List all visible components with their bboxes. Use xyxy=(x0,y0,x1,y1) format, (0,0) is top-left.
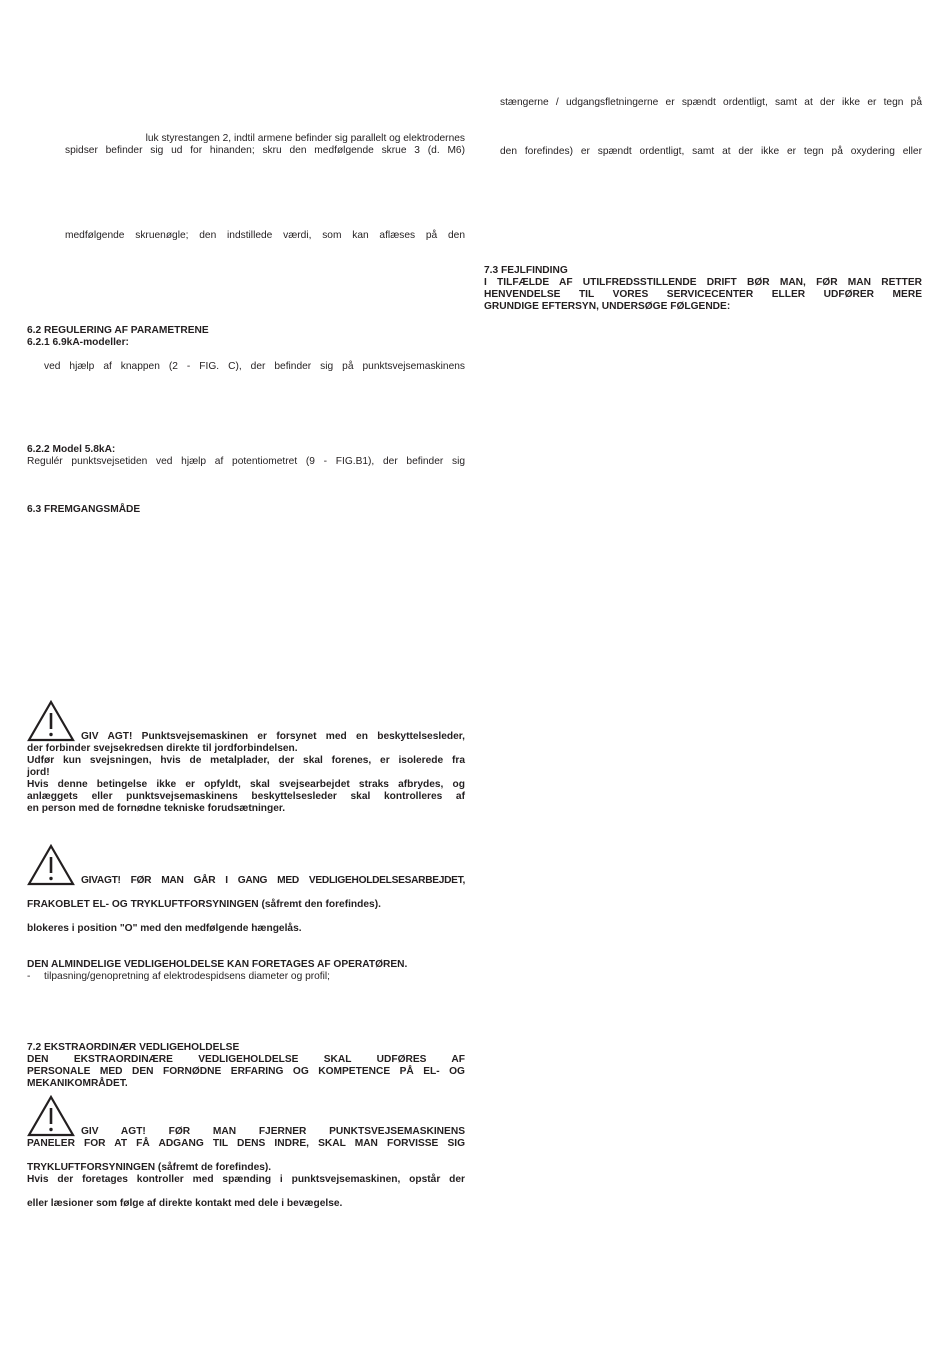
section-6-2-2-line1: Regulér punktsvejsetiden ved hjælp af potentiometret (9 - FIG.B1), der befinder sig xyxy=(27,456,465,467)
section-7-3-heading: 7.3 FEJLFINDING xyxy=(484,265,568,276)
warning-1-line1: GIV AGT! Punktsvejsemaskinen er forsynet med en beskyttelsesleder, xyxy=(81,731,465,742)
warning-1-line6: anlæggets eller punktsvejsemaskinens beskyttelsesleder skal kontrolleres af xyxy=(27,791,465,802)
section-6-2-1-heading: 6.2.1 6.9kA-modeller: xyxy=(27,337,129,348)
paragraph-1-line1: luk styrestangen 2, indtil armene befinder sig parallelt og elektrodernes xyxy=(145,133,465,144)
section-7-2-line1: DEN EKSTRAORDINÆRE VEDLIGEHOLDELSE SKAL UDFØRES AF xyxy=(27,1054,465,1065)
warning-2-line3: blokeres i position "O" med den medfølgende hængelås. xyxy=(27,923,302,934)
warning-3-line5: eller læsioner som følge af direkte kontakt med dele i bevægelse. xyxy=(27,1198,343,1209)
section-7-3-line3: GRUNDIGE EFTERSYN, UNDERSØGE FØLGENDE: xyxy=(484,301,731,312)
general-maintenance-heading: DEN ALMINDELIGE VEDLIGEHOLDELSE KAN FORETAGES AF OPERATØREN. xyxy=(27,959,408,970)
warning-triangle-icon xyxy=(27,1095,75,1137)
warning-1-line5: Hvis denne betingelse ikke er opfyldt, skal svejsearbejdet straks afbrydes, og xyxy=(27,779,465,790)
warning-1-line7: en person med de fornødne tekniske forudsætninger. xyxy=(27,803,286,814)
warning-3-line2: PANELER FOR AT FÅ ADGANG TIL DENS INDRE, SKAL MAN FORVISSE SIG xyxy=(27,1138,465,1149)
warning-triangle-icon xyxy=(27,844,75,886)
warning-3-line4: Hvis der foretages kontroller med spænding i punktsvejsemaskinen, opstår der xyxy=(27,1174,465,1185)
section-7-2-line2: PERSONALE MED DEN FORNØDNE ERFARING OG KOMPETENCE PÅ EL- OG xyxy=(27,1066,465,1077)
warning-1-line2: der forbinder svejsekredsen direkte til jordforbindelsen. xyxy=(27,743,298,754)
paragraph-2-line1: medfølgende skruenøgle; den indstillede værdi, som kan aflæses på den xyxy=(65,230,465,241)
section-6-3-heading: 6.3 FREMGANGSMÅDE xyxy=(27,504,141,515)
section-7-2-line3: MEKANIKOMRÅDET. xyxy=(27,1078,128,1089)
warning-2-line2: FRAKOBLET EL- OG TRYKLUFTFORSYNINGEN (såfremt den forefindes). xyxy=(27,899,381,910)
right-line-mid: den forefindes) er spændt ordentligt, samt at der ikke er tegn på oxydering eller xyxy=(500,146,922,157)
section-7-3-line2: HENVENDELSE TIL VORES SERVICECENTER ELLER UDFØRER MERE xyxy=(484,289,922,300)
warning-1-line4: jord! xyxy=(27,767,50,778)
section-7-3-line1: I TILFÆLDE AF UTILFREDSSTILLENDE DRIFT BØR MAN, FØR MAN RETTER xyxy=(484,277,922,288)
warning-triangle-icon xyxy=(27,700,75,742)
right-line-top: stængerne / udgangsfletningerne er spændt ordentligt, samt at der ikke er tegn på xyxy=(500,97,922,108)
warning-2-line1: GIVAGT! FØR MAN GÅR I GANG MED VEDLIGEHOLDELSESARBEJDET, xyxy=(81,875,465,886)
section-6-2-1-line1: ved hjælp af knappen (2 - FIG. C), der befinder sig på punktsvejsemaskinens xyxy=(44,361,465,372)
section-6-2-heading: 6.2 REGULERING AF PARAMETRENE xyxy=(27,325,209,336)
warning-3-line1: GIV AGT! FØR MAN FJERNER PUNKTSVEJSEMASKINENS xyxy=(81,1126,465,1137)
section-6-2-2-heading: 6.2.2 Model 5.8kA: xyxy=(27,444,116,455)
bullet-dash: - xyxy=(27,971,31,982)
paragraph-1-line2: spidser befinder sig ud for hinanden; skru den medfølgende skrue 3 (d. M6) xyxy=(65,145,465,156)
bullet-item: tilpasning/genopretning af elektrodespidsens diameter og profil; xyxy=(44,971,330,982)
warning-3-line3: TRYKLUFTFORSYNINGEN (såfremt de forefindes). xyxy=(27,1162,272,1173)
warning-1-line3: Udfør kun svejsningen, hvis de metalplader, der skal forenes, er isolerede fra xyxy=(27,755,465,766)
section-7-2-heading: 7.2 EKSTRAORDINÆR VEDLIGEHOLDELSE xyxy=(27,1042,240,1053)
